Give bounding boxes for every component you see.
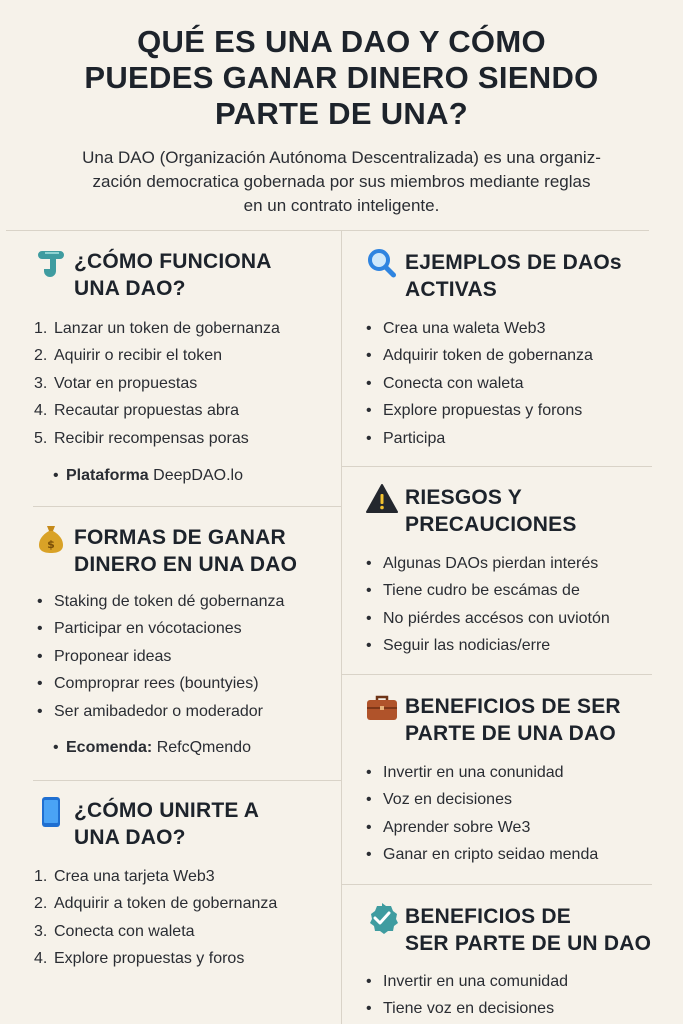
note-value: DeepDAO.lo <box>153 467 243 484</box>
intro-line-2: zación democratica gobernada por sus miembros mediante reglas <box>92 172 591 191</box>
list-item: • Explore propuestas y forons <box>366 402 583 420</box>
divider-left-2 <box>33 780 341 781</box>
list-item: • Ganar en cripto seidao menda <box>366 846 599 864</box>
divider-left-1 <box>33 506 341 507</box>
list-item: • Adquirir token de gobernanza <box>366 347 593 365</box>
riesgos-title-l1: RIESGOS Y <box>405 486 522 509</box>
page-title <box>0 24 683 132</box>
list-item: • Voz en decisiones <box>366 791 512 809</box>
magnifier-icon <box>365 247 399 281</box>
beneficios1-title-l1: BENEFICIOS DE SER <box>405 695 621 718</box>
list-item: 1. Crea una tarjeta Web3 <box>34 868 215 885</box>
divider-right-1 <box>342 466 652 467</box>
beneficios2-list <box>363 968 568 1023</box>
svg-text:$: $ <box>47 538 55 551</box>
riesgos-list <box>363 550 610 660</box>
section-como-unirte <box>34 797 259 851</box>
unirte-title-l1: ¿CÓMO UNIRTE A <box>74 799 260 822</box>
divider-right-2 <box>342 674 652 675</box>
warning-icon <box>365 482 399 516</box>
funciona-list <box>34 315 280 452</box>
list-item: 2. Adquirir a token de gobernanza <box>34 895 278 913</box>
ejemplos-title-l2: ACTIVAS <box>405 278 498 301</box>
unirte-list <box>34 863 277 973</box>
intro-text <box>40 146 643 218</box>
list-item: • Algunas DAOs pierdan interés <box>366 555 599 572</box>
list-item: 5. Recibir recompensas poras <box>34 429 249 447</box>
formas-note: • Ecomenda: RefcQmendo <box>53 739 251 756</box>
title-line-3: PARTE DE UNA? <box>214 96 469 131</box>
list-item: • Conecta con waleta <box>366 374 524 392</box>
list-item: • No piérdes accésos con uviotón <box>366 609 610 627</box>
funciona-title-l2: UNA DAO? <box>74 277 186 300</box>
divider-top <box>6 230 649 231</box>
funciona-note: • Plataforma DeepDAO.lo <box>53 467 243 484</box>
title-line-1: QUÉ ES UNA DAO Y CÓMO <box>137 24 546 59</box>
note-key: Plataforma <box>66 467 149 484</box>
list-item: 1. Lanzar un token de gobernanza <box>34 320 280 337</box>
formas-title-l2: DINERO EN UNA DAO <box>74 553 298 576</box>
divider-right-3 <box>342 884 652 885</box>
list-item: 3. Conecta con waleta <box>34 922 195 940</box>
funciona-title-l1: ¿CÓMO FUNCIONA <box>74 250 272 273</box>
list-item: • Aprender sobre We3 <box>366 818 531 836</box>
unirte-title-l2: UNA DAO? <box>74 826 186 849</box>
beneficios1-list <box>363 759 598 869</box>
list-item: 3. Votar en propuestas <box>34 374 198 392</box>
beneficios2-title-l2: SER PARTE DE UN DAO <box>405 932 652 955</box>
list-item: • Comproprar rees (bountyies) <box>37 675 259 693</box>
section-como-funciona <box>34 248 272 302</box>
phone-icon <box>34 795 68 829</box>
intro-line-3: en un contrato inteligente. <box>243 196 440 215</box>
section-ejemplos <box>365 249 622 303</box>
list-item: • Participa <box>366 429 446 447</box>
briefcase-icon <box>365 691 399 725</box>
list-item: • Tiene cudro be escámas de <box>366 582 580 600</box>
beneficios1-title-l2: PARTE DE UNA DAO <box>405 722 616 745</box>
list-item: • Invertir en una comunidad <box>366 973 568 990</box>
section-formas-ganar <box>34 524 297 578</box>
riesgos-title-l2: PRECAUCIONES <box>405 513 577 536</box>
section-beneficios-1 <box>365 693 621 747</box>
section-beneficios-2 <box>365 903 651 957</box>
seal-icon <box>34 246 68 280</box>
note-value: RefcQmendo <box>156 739 251 756</box>
intro-line-1: Una DAO (Organización Autónoma Descentralizada) es una organiz- <box>82 148 601 167</box>
list-item: • Seguir las nodicias/erre <box>366 637 551 655</box>
title-line-2: PUEDES GANAR DINERO SIENDO <box>84 60 599 95</box>
list-item: 4. Recautar propuestas abra <box>34 402 239 420</box>
formas-title-l1: FORMAS DE GANAR <box>74 526 286 549</box>
ejemplos-list <box>363 315 593 452</box>
list-item: • Invertir en una conunidad <box>366 764 564 781</box>
list-item: • Ser amibadedor o moderador <box>37 702 264 720</box>
divider-column <box>341 230 342 1024</box>
list-item: • Tiene voz en decisiones <box>366 1000 555 1018</box>
list-item: • Participar en vócotaciones <box>37 620 242 638</box>
list-item: • Proponear ideas <box>37 647 172 665</box>
ejemplos-title-l1: EJEMPLOS DE DAOs <box>405 251 622 274</box>
beneficios2-title-l1: BENEFICIOS DE <box>405 905 571 928</box>
list-item: • Staking de token dé gobernanza <box>37 593 285 610</box>
section-riesgos <box>365 484 577 538</box>
check-badge-icon <box>365 901 399 935</box>
list-item: 4. Explore propuestas y foros <box>34 950 245 968</box>
list-item: 2. Aquirir o recibir el token <box>34 347 223 365</box>
list-item: • Crea una waleta Web3 <box>366 320 546 337</box>
money-bag-icon <box>34 522 68 556</box>
note-key: Ecomenda: <box>66 739 153 756</box>
formas-list <box>34 588 284 725</box>
